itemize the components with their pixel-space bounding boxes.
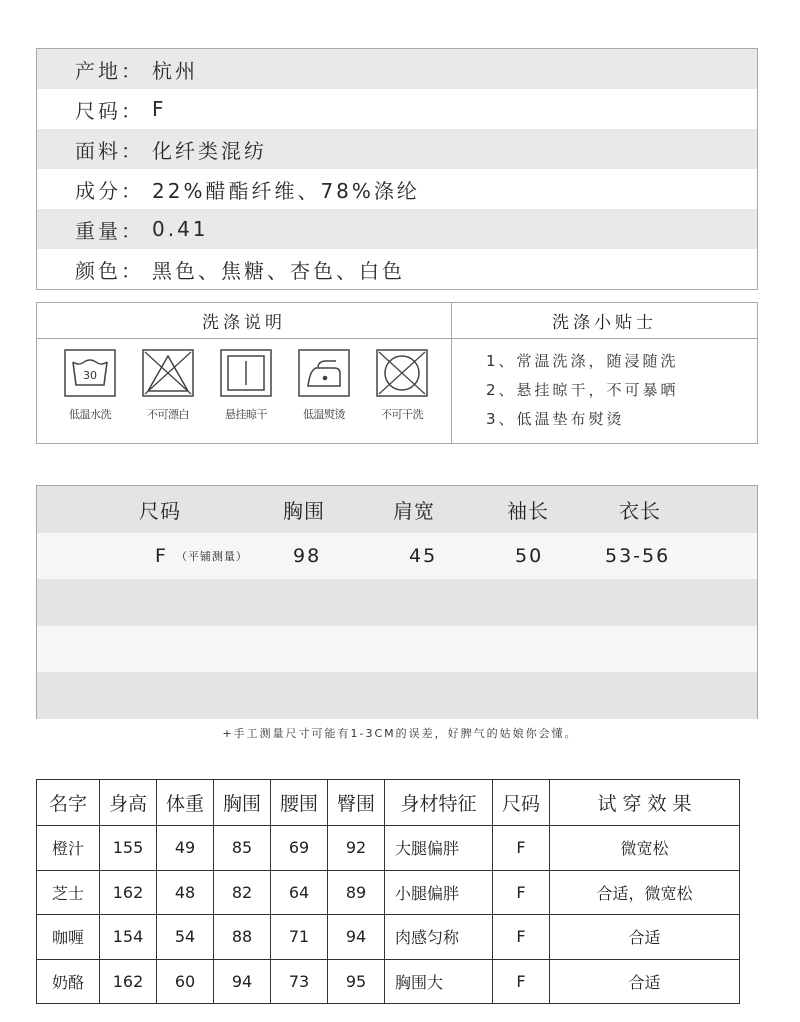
size-footnote: +手工测量尺寸可能有1-3CM的误差，好脾气的姑娘你会懂。	[222, 727, 578, 740]
fit-header: 体重	[157, 780, 214, 826]
wash-title: 洗涤说明	[37, 303, 451, 339]
care-item	[51, 348, 129, 422]
fit-cell: 合适	[550, 959, 740, 1004]
info-value: 0.41	[152, 217, 209, 241]
care-item	[207, 348, 285, 422]
fit-cell: 73	[271, 959, 328, 1004]
fit-cell: 71	[271, 915, 328, 960]
wash-temp-text: 30	[83, 369, 97, 382]
fit-header: 名字	[37, 780, 100, 826]
table-row	[37, 826, 740, 871]
info-row-composition	[37, 169, 757, 209]
care-icons	[37, 339, 451, 422]
fit-cell: 69	[271, 826, 328, 871]
info-value: 黑色、焦糖、杏色、白色	[152, 258, 405, 283]
fit-cell: 85	[214, 826, 271, 871]
low-iron-icon	[296, 348, 352, 398]
info-key: 面料：	[75, 138, 144, 163]
care-item	[285, 348, 363, 422]
info-row-weight	[37, 209, 757, 249]
info-value: 22%醋酯纤维、78%涤纶	[152, 178, 420, 203]
size-header: 肩宽	[393, 498, 435, 523]
info-row-color	[37, 249, 757, 289]
fit-header: 试 穿 效 果	[550, 780, 740, 826]
tip-item: 3、低温垫布熨烫	[486, 410, 625, 428]
fit-cell: 54	[157, 915, 214, 960]
fit-cell: 肉感匀称	[385, 915, 493, 960]
info-value: F	[152, 97, 167, 121]
fit-cell: F	[493, 959, 550, 1004]
size-header: 衣长	[619, 498, 661, 523]
info-key: 成分：	[75, 178, 144, 203]
fit-cell: 94	[214, 959, 271, 1004]
size-header-row	[37, 486, 757, 533]
fit-cell: 奶酪	[37, 959, 100, 1004]
size-empty-row	[37, 672, 757, 719]
fit-cell: 49	[157, 826, 214, 871]
fit-cell: 橙汁	[37, 826, 100, 871]
size-data-row	[37, 533, 757, 580]
fit-cell: 微宽松	[550, 826, 740, 871]
fit-cell: F	[493, 915, 550, 960]
size-empty-row	[37, 579, 757, 626]
fit-cell: 154	[100, 915, 157, 960]
size-measure-note: （平铺测量）	[175, 549, 248, 563]
fit-cell: 162	[100, 870, 157, 915]
fit-header: 身材特征	[385, 780, 493, 826]
wash-panel	[36, 302, 758, 444]
table-row	[37, 915, 740, 960]
fit-header: 臀围	[328, 780, 385, 826]
size-value: F	[155, 544, 168, 567]
fit-cell: 95	[328, 959, 385, 1004]
info-row-fabric	[37, 129, 757, 169]
fit-cell: 60	[157, 959, 214, 1004]
fit-cell: 合适	[550, 915, 740, 960]
care-item	[363, 348, 441, 422]
size-cell: 98	[293, 544, 322, 567]
fit-cell: F	[493, 826, 550, 871]
product-info-panel	[36, 48, 758, 290]
size-header: 尺码	[139, 498, 181, 523]
info-key: 尺码：	[75, 98, 144, 123]
info-row-origin	[37, 49, 757, 89]
fit-cell: 92	[328, 826, 385, 871]
fit-cell: 大腿偏胖	[385, 826, 493, 871]
fit-header-row	[37, 780, 740, 826]
size-empty-row	[37, 626, 757, 673]
fit-cell: 155	[100, 826, 157, 871]
info-key: 颜色：	[75, 258, 144, 283]
fit-header: 身高	[100, 780, 157, 826]
fit-table	[36, 779, 740, 1004]
care-item	[129, 348, 207, 422]
tips-list	[452, 339, 757, 434]
tip-item: 2、悬挂晾干，不可暴晒	[486, 381, 679, 399]
size-cell: 45	[409, 544, 438, 567]
fit-cell: F	[493, 870, 550, 915]
fit-cell: 小腿偏胖	[385, 870, 493, 915]
fit-cell: 胸围大	[385, 959, 493, 1004]
no-bleach-icon	[140, 348, 196, 398]
size-cell	[155, 533, 248, 580]
table-row	[37, 870, 740, 915]
fit-header: 尺码	[493, 780, 550, 826]
fit-cell: 94	[328, 915, 385, 960]
fit-cell: 64	[271, 870, 328, 915]
fit-cell: 88	[214, 915, 271, 960]
wash-tips-title: 洗涤小贴士	[452, 303, 757, 339]
wash-tips	[452, 303, 757, 443]
info-row-size	[37, 89, 757, 129]
fit-cell: 89	[328, 870, 385, 915]
no-dry-clean-icon	[374, 348, 430, 398]
size-cell: 53-56	[605, 544, 671, 567]
tip-item: 1、常温洗涤，随浸随洗	[486, 352, 679, 370]
info-value: 化纤类混纺	[152, 138, 267, 163]
fit-header: 胸围	[214, 780, 271, 826]
fit-cell: 48	[157, 870, 214, 915]
info-key: 重量：	[75, 218, 144, 243]
info-value: 杭州	[152, 58, 198, 83]
fit-cell: 芝士	[37, 870, 100, 915]
fit-cell: 162	[100, 959, 157, 1004]
fit-cell: 咖喱	[37, 915, 100, 960]
info-key: 产地：	[75, 58, 144, 83]
fit-cell: 82	[214, 870, 271, 915]
line-dry-icon	[218, 348, 274, 398]
size-cell: 50	[515, 544, 544, 567]
care-label: 低温熨烫	[303, 408, 345, 421]
size-header: 胸围	[283, 498, 325, 523]
care-label: 悬挂晾干	[225, 408, 267, 421]
care-label: 不可漂白	[147, 408, 189, 421]
wash-instructions	[37, 303, 452, 443]
fit-header: 腰围	[271, 780, 328, 826]
care-label: 不可干洗	[381, 408, 423, 421]
size-table	[36, 485, 758, 719]
table-row	[37, 959, 740, 1004]
care-label: 低温水洗	[69, 408, 111, 421]
fit-cell: 合适，微宽松	[550, 870, 740, 915]
wash-30-icon	[62, 348, 118, 398]
size-header: 袖长	[507, 498, 549, 523]
